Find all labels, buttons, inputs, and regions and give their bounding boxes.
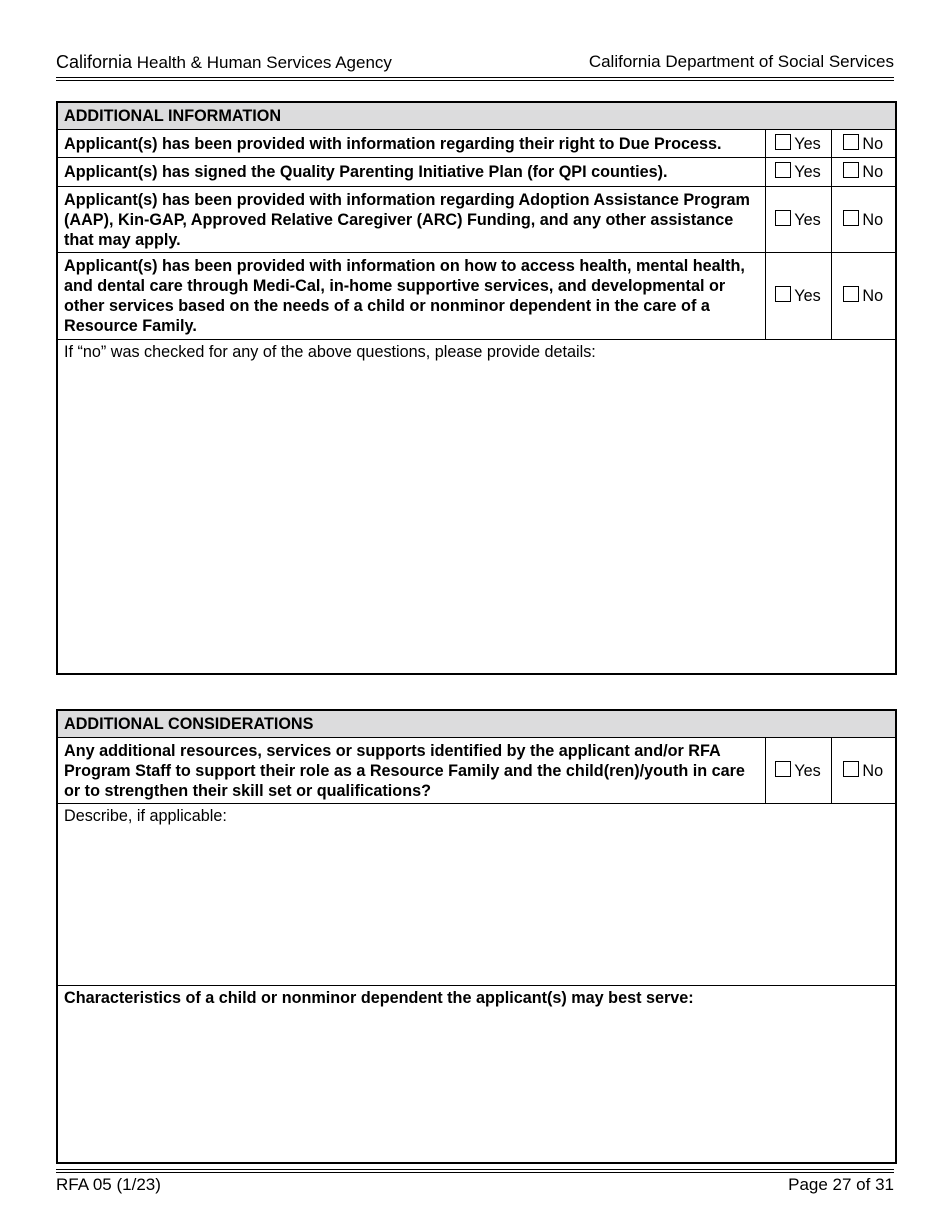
yes-label: Yes: [794, 163, 821, 181]
no-option[interactable]: [831, 738, 896, 804]
no-checkbox[interactable]: [843, 286, 859, 302]
yes-checkbox[interactable]: [775, 286, 791, 302]
question-row: [57, 158, 896, 187]
question-text: Applicant(s) has been provided with information regarding their right to Due Process.: [57, 130, 765, 158]
yes-option[interactable]: [765, 253, 831, 340]
no-checkbox[interactable]: [843, 162, 859, 178]
no-label: No: [862, 134, 884, 153]
yes-label: Yes: [794, 210, 821, 229]
agency-rest: Health & Human Services Agency: [136, 53, 392, 72]
no-label: No: [862, 163, 884, 181]
department-name: California Department of Social Services: [588, 52, 894, 71]
no-label: No: [862, 761, 884, 780]
additional-information-table: [56, 101, 897, 675]
page-header: [56, 52, 894, 73]
yes-checkbox[interactable]: [775, 210, 791, 226]
footer-divider: [56, 1169, 894, 1170]
question-row: [57, 187, 896, 253]
no-option[interactable]: [831, 253, 896, 340]
yes-label: Yes: [794, 761, 821, 780]
question-row: [57, 130, 896, 158]
question-text: Applicant(s) has signed the Quality Parenting Initiative Plan (for QPI counties).: [57, 158, 765, 187]
form-id: RFA 05 (1/23): [56, 1175, 161, 1194]
question-row: [57, 253, 896, 340]
yes-label: Yes: [794, 134, 821, 153]
question-row: [57, 738, 896, 804]
footer-divider-secondary: [56, 1172, 894, 1173]
page-number: Page 27 of 31: [788, 1175, 894, 1194]
no-option[interactable]: [831, 187, 896, 253]
describe-label: Describe, if applicable:: [64, 807, 227, 825]
yes-checkbox[interactable]: [775, 134, 791, 150]
no-label: No: [862, 210, 884, 229]
header-divider-secondary: [56, 80, 894, 81]
details-field[interactable]: [57, 340, 896, 674]
no-checkbox[interactable]: [843, 761, 859, 777]
yes-checkbox[interactable]: [775, 162, 791, 178]
question-text: Applicant(s) has been provided with information on how to access health, mental health, and dental care through Medi-Cal, in-home supportive services, and developmental or other services based on the needs of a child or nonminor dependent in the care of a Resource Family.: [57, 253, 765, 340]
no-checkbox[interactable]: [843, 210, 859, 226]
agency-state: California: [56, 52, 133, 72]
yes-label: Yes: [794, 287, 821, 305]
details-label: If “no” was checked for any of the above questions, please provide details:: [64, 343, 596, 361]
section-title: ADDITIONAL INFORMATION: [57, 102, 896, 130]
yes-option[interactable]: [765, 187, 831, 253]
yes-option[interactable]: [765, 158, 831, 187]
yes-checkbox[interactable]: [775, 761, 791, 777]
agency-name: [56, 52, 392, 73]
question-text: Any additional resources, services or supports identified by the applicant and/or RFA Program Staff to support their role as a Resource Family and the child(ren)/youth in care or to strengthen their skill set or qualifications?: [57, 738, 765, 804]
yes-option[interactable]: [765, 738, 831, 804]
no-label: No: [862, 287, 884, 305]
no-option[interactable]: [831, 130, 896, 158]
section-title: ADDITIONAL CONSIDERATIONS: [57, 710, 896, 738]
question-text: Applicant(s) has been provided with information regarding Adoption Assistance Program (AAP), Kin-GAP, Approved Relative Caregiver (ARC) Funding, and any other assistance that may apply.: [57, 187, 765, 253]
header-divider: [56, 77, 894, 78]
page-footer: [56, 1175, 894, 1195]
yes-option[interactable]: [765, 130, 831, 158]
additional-considerations-table: [56, 709, 897, 1164]
no-option[interactable]: [831, 158, 896, 187]
characteristics-label: Characteristics of a child or nonminor dependent the applicant(s) may best serve:: [64, 989, 694, 1007]
describe-field[interactable]: [57, 804, 896, 986]
characteristics-field[interactable]: [57, 986, 896, 1163]
no-checkbox[interactable]: [843, 134, 859, 150]
